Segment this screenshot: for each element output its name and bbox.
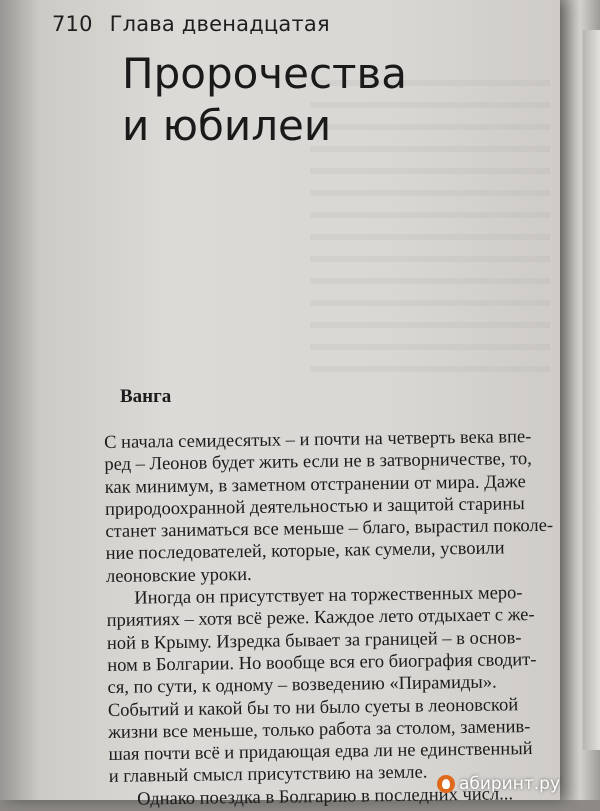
body-line: станет заниматься все меньше – благо, вырастил поколе- — [105, 515, 565, 544]
body-line: как минимум, в заметном отстранении от мира. Даже — [105, 470, 565, 499]
chapter-title-line-1: Пророчества — [122, 48, 407, 100]
body-line: леоновские уроки. — [106, 559, 566, 588]
page-number: 710 — [52, 12, 93, 36]
body-line: ред – Леонов будет жить если не в затворничестве, то, — [104, 448, 564, 477]
body-line: и главный смысл присутствию на земле. — [109, 760, 569, 789]
body-line: Иногда он присутствует на торжественных меро- — [106, 582, 566, 611]
chapter-label: Глава двенадцатая — [110, 12, 330, 36]
body-line: приятиях – хотя всё реже. Каждое лето отдыхает с же- — [106, 604, 566, 633]
body-line: С начала семидесятых – и почти на четверть века впе- — [104, 426, 564, 455]
watermark-text: абиринт.ру — [459, 774, 560, 794]
body-line: природоохранной деятельностью и защитой старины — [105, 492, 565, 521]
body-line: шая почти всё и придающая едва ли не единственный — [108, 738, 568, 767]
body-line: ние последователей, которые, как сумели, усвоили — [106, 537, 566, 566]
chapter-title-line-2: и юбилеи — [122, 100, 407, 152]
chapter-title — [122, 48, 407, 152]
body-text — [104, 426, 569, 811]
body-line: Событий и какой бы то ни было суеты в леоновской — [108, 693, 568, 722]
spine-shadow — [0, 0, 40, 800]
body-line: ном в Болгарии. Но вообще вся его биография сводит- — [107, 649, 567, 678]
body-line: ся, по сути, к одному – возведению «Пирамиды». — [107, 671, 567, 700]
watermark — [437, 774, 560, 794]
section-heading: Ванга — [120, 386, 171, 408]
running-header — [52, 12, 330, 36]
next-page-edge — [583, 30, 600, 750]
body-line: Однако поездка в Болгарию в последних числ... — [109, 782, 569, 811]
body-line: ной в Крыму. Изредка бывает за границей – в основ- — [107, 626, 567, 655]
body-line: жизни все меньше, только работа за столом, заменив- — [108, 715, 568, 744]
labirint-logo-icon — [437, 775, 455, 793]
